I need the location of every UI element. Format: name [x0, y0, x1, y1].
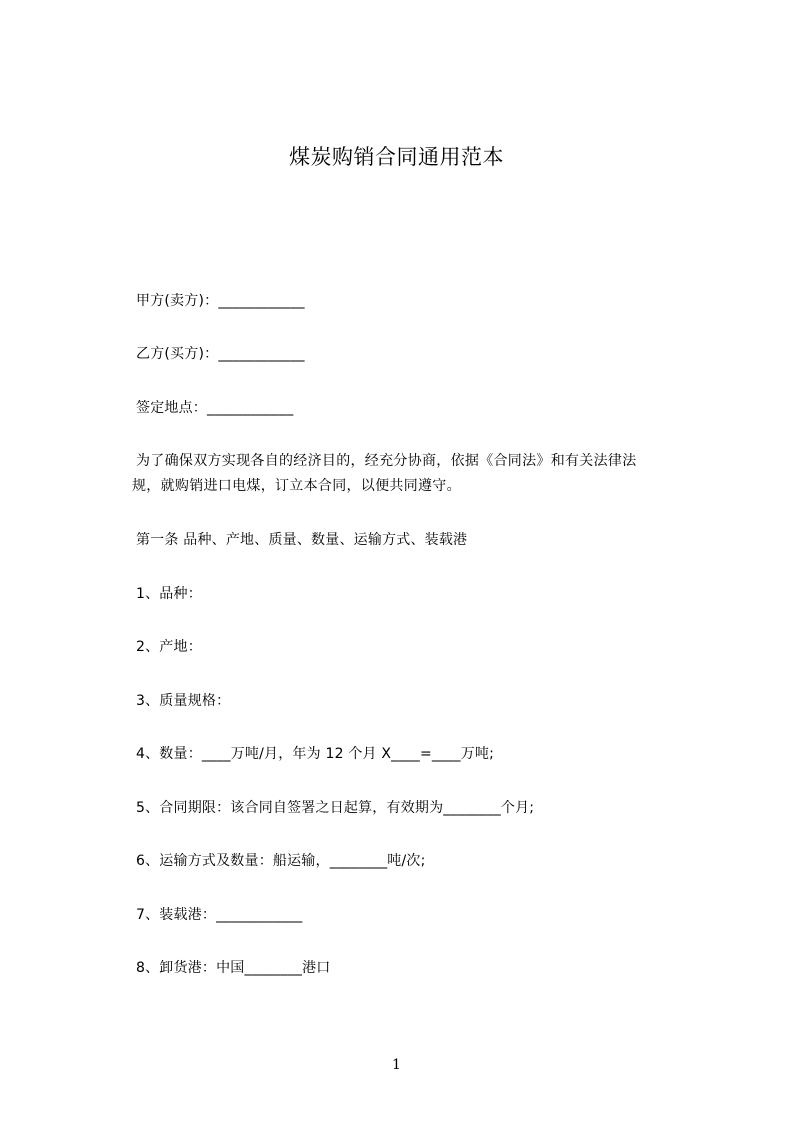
- item-variety: 1、品种：: [136, 586, 202, 602]
- party-b-line: 乙方(买方)：____________: [136, 346, 305, 362]
- signing-place-line: 签定地点：____________: [136, 400, 294, 416]
- page-number: 1: [392, 1057, 401, 1073]
- item-discharge-port: 8、卸货港：中国________港口: [136, 960, 331, 976]
- item-loading-port: 7、装载港：____________: [136, 907, 303, 923]
- article-1-heading: 第一条 品种、产地、质量、数量、运输方式、装载港: [136, 532, 468, 548]
- party-a-line: 甲方(卖方)：____________: [136, 293, 305, 309]
- item-quality: 3、质量规格：: [136, 693, 231, 709]
- item-transport: 6、运输方式及数量：船运输，________吨/次;: [136, 853, 426, 869]
- item-origin: 2、产地：: [136, 639, 202, 655]
- item-contract-term: 5、合同期限：该合同自签署之日起算，有效期为________个月;: [136, 800, 535, 816]
- document-title: 煤炭购销合同通用范本: [289, 145, 504, 169]
- intro-line-1: 为了确保双方实现各自的经济目的，经充分协商，依据《合同法》和有关法律法: [136, 453, 637, 469]
- intro-paragraph: [132, 449, 716, 499]
- intro-line-2: 规，就购销进口电煤，订立本合同，以便共同遵守。: [132, 478, 461, 494]
- item-quantity: 4、数量：____万吨/月，年为 12 个月 X____=____万吨;: [136, 746, 495, 762]
